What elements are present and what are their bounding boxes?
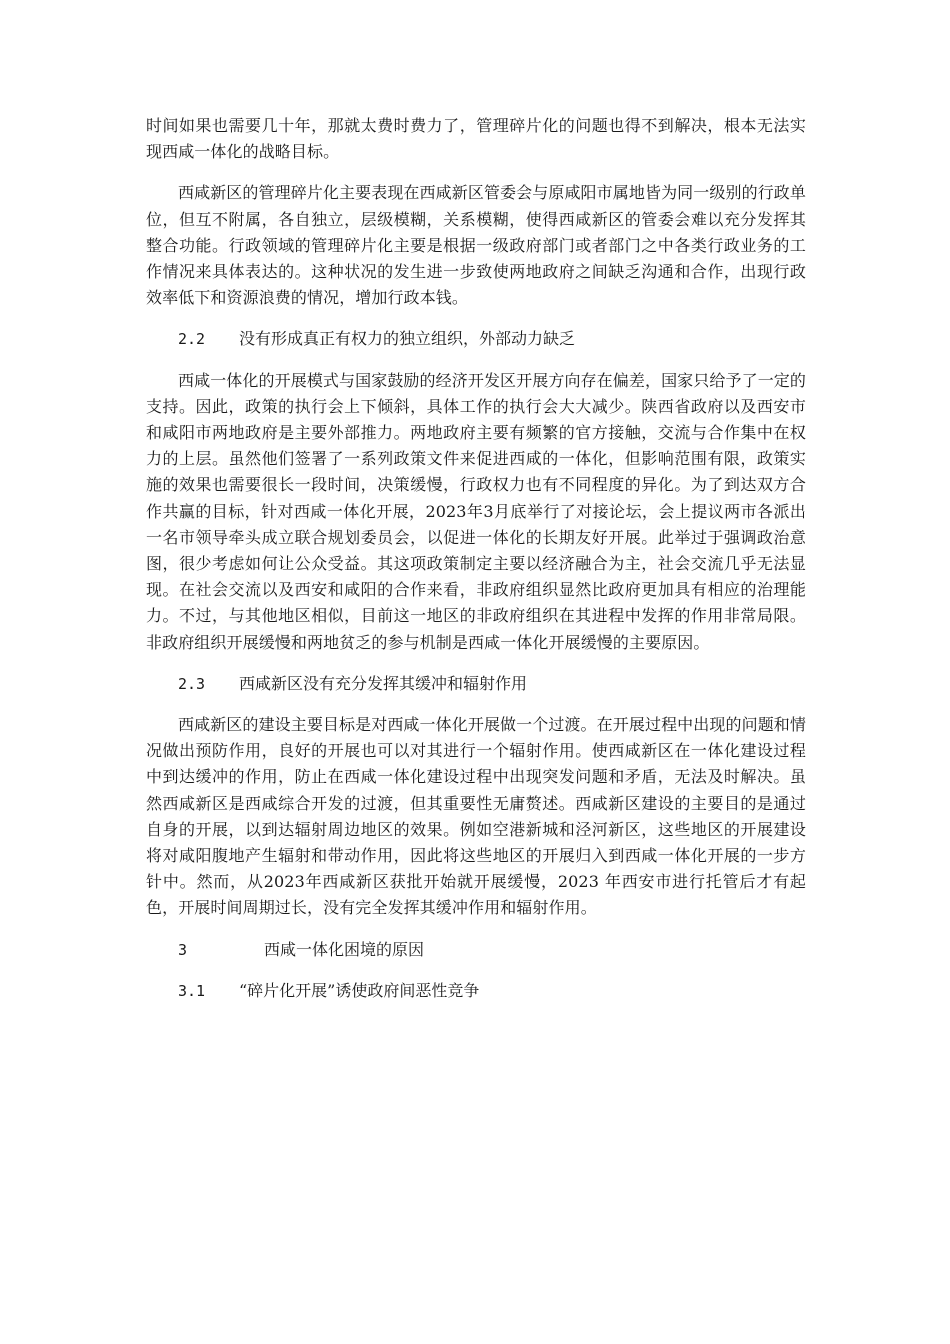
section-title: 西咸新区没有充分发挥其缓冲和辐射作用 <box>239 673 528 693</box>
paragraph-continuation: 时间如果也需要几十年，那就太费时费力了，管理碎片化的问题也得不到解决，根本无法实现西咸一体化的战略目标。 <box>146 116 806 162</box>
section-title: “碎片化开展”诱使政府间恶性竞争 <box>239 980 480 1000</box>
paragraph-new-district: 西咸新区的建设主要目标是对西咸一体化开展做一个过渡。在开展过程中出现的问题和情况做出预防作用，良好的开展也可以对其进行一个辐射作用。使西咸新区在一体化建设过程中到达缓冲的作用，防止在西咸一体化建设过程中出现突发问题和矛盾，无法及时解决。虽然西咸新区是西咸综合开发的过渡，但其重要性无庸赘述。西咸新区建设的主要目的是通过自身的开展，以到达辐射周边地区的效果。例如空港新城和泾河新区，这些地区的开展建设将对咸阳腹地产生辐射和带动作用，因此将这些地区的开展归入到西咸一体化开展的一步方针中。然而，从2023年西咸新区获批开始就开展缓慢，2023 年西安市进行托管后才有起色，开展时间周期过长，没有完全发挥其缓冲作用和辐射作用。 <box>146 715 806 918</box>
document-body <box>146 113 806 1004</box>
section-heading-2-3 <box>146 671 806 697</box>
section-title: 西咸一体化困境的原因 <box>264 939 425 959</box>
section-heading-3 <box>146 937 806 963</box>
section-number: 2.3 <box>178 674 206 693</box>
section-number: 3.1 <box>178 981 206 1000</box>
section-heading-2-2 <box>146 326 806 352</box>
paragraph-development-mode: 西咸一体化的开展模式与国家鼓励的经济开发区开展方向存在偏差，国家只给予了一定的支持。因此，政策的执行会上下倾斜，具体工作的执行会大大减少。陕西省政府以及西安市和咸阳市两地政府是主要外部推力。两地政府主要有频繁的官方接触，交流与合作集中在权力的上层。虽然他们签署了一系列政策文件来促进西咸的一体化，但影响范围有限，政策实施的效果也需要很长一段时间，决策缓慢，行政权力也有不同程度的异化。为了到达双方合作共赢的目标，针对西咸一体化开展，2023年3月底举行了对接论坛，会上提议两市各派出一名市领导牵头成立联合规划委员会，以促进一体化的长期友好开展。此举过于强调政治意图，很少考虑如何让公众受益。其这项政策制定主要以经济融合为主，社会交流几乎无法显现。在社会交流以及西安和咸阳的合作来看，非政府组织显然比政府更加具有相应的治理能力。不过，与其他地区相似，目前这一地区的非政府组织在其进程中发挥的作用非常局限。非政府组织开展缓慢和两地贫乏的参与机制是西咸一体化开展缓慢的主要原因。 <box>146 370 806 652</box>
section-number: 2.2 <box>178 330 206 349</box>
section-heading-3-1 <box>146 978 806 1004</box>
section-number: 3 <box>178 940 188 959</box>
section-title: 没有形成真正有权力的独立组织，外部动力缺乏 <box>239 329 576 349</box>
paragraph-management-fragmentation: 西咸新区的管理碎片化主要表现在西咸新区管委会与原咸阳市属地皆为同一级别的行政单位，但互不附属，各自独立，层级模糊，关系模糊，使得西咸新区的管委会难以充分发挥其整合功能。行政领域的管理碎片化主要是根据一级政府部门或者部门之中各类行政业务的工作情况来具体表达的。这种状况的发生进一步致使两地政府之间缺乏沟通和合作，出现行政效率低下和资源浪费的情况，增加行政本钱。 <box>146 183 806 308</box>
